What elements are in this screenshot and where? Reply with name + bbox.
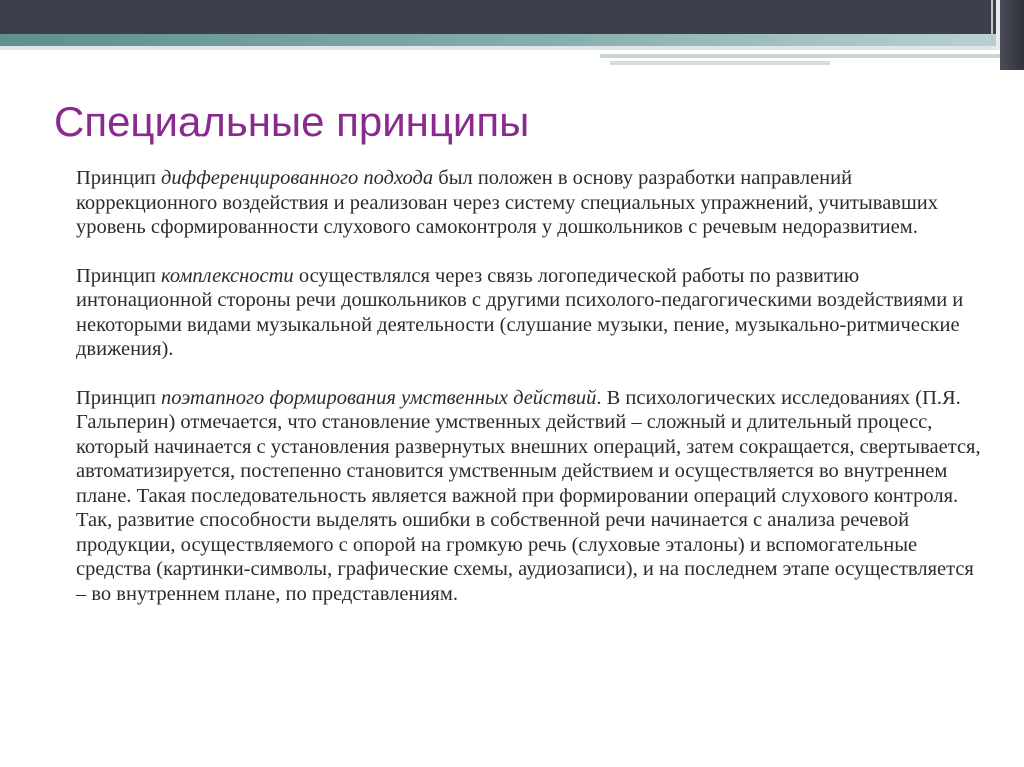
paragraph-lead: Принцип <box>76 264 162 287</box>
slide-body <box>76 166 986 630</box>
corner-accent-block <box>1000 0 1024 70</box>
paragraph-differentiated-approach <box>76 166 986 240</box>
corner-accent-line-thin <box>991 0 993 44</box>
header-teal-band <box>0 34 1000 46</box>
paragraph-complexity <box>76 264 986 362</box>
paragraph-text: осуществлялся через связь логопедической работы по развитию интонационной стороны речи дошкольников с другими психолого-педагогическими воздействиями и некоторыми видами музыкальной деятельности (слушание музыки, пение, музыкально-ритмические движения). <box>76 264 964 360</box>
header-rule-line <box>600 54 1000 58</box>
paragraph-lead: Принцип <box>76 386 162 409</box>
paragraph-text: был положен в основу разработки направлений коррекционного воздействия и реализован через систему специальных упражнений, учитывавших уровень сформированности слухового самоконтроля у дошкольников с речевым недоразвитием. <box>76 167 938 238</box>
principle-name: комплексности <box>161 264 294 287</box>
header-rule-line-short <box>610 61 830 65</box>
paragraph-lead: Принцип <box>76 167 162 189</box>
paragraph-text: . В психологических исследованиях (П.Я. Гальперин) отмечается, что становление умственных действий – сложный и длительный процесс, который начинается с установления развернутых внешних операций, затем сокращается, свертывается, автоматизируется, постепенно становится умственным действием и осуществляется во внутреннем плане. Такая последовательность является важной при формировании операций слухового контроля. Так, развитие способности выделять ошибки в собственной речи начинается с анализа речевой продукции, осуществляемого с опорой на громкую речь (слуховые эталоны) и вспомогательные средства (картинки-символы, графические схемы, аудиозаписи), и на последнем этапе осуществляется – во внутреннем плане, по представлениям. <box>76 386 981 605</box>
principle-name: поэтапного формирования умственных действий <box>161 386 597 409</box>
paragraph-stepwise-formation <box>76 386 986 607</box>
slide-title: Специальные принципы <box>54 98 530 145</box>
header-light-band <box>0 46 1000 50</box>
header-dark-band <box>0 0 1024 34</box>
principle-name: дифференцированного подхода <box>161 167 434 189</box>
